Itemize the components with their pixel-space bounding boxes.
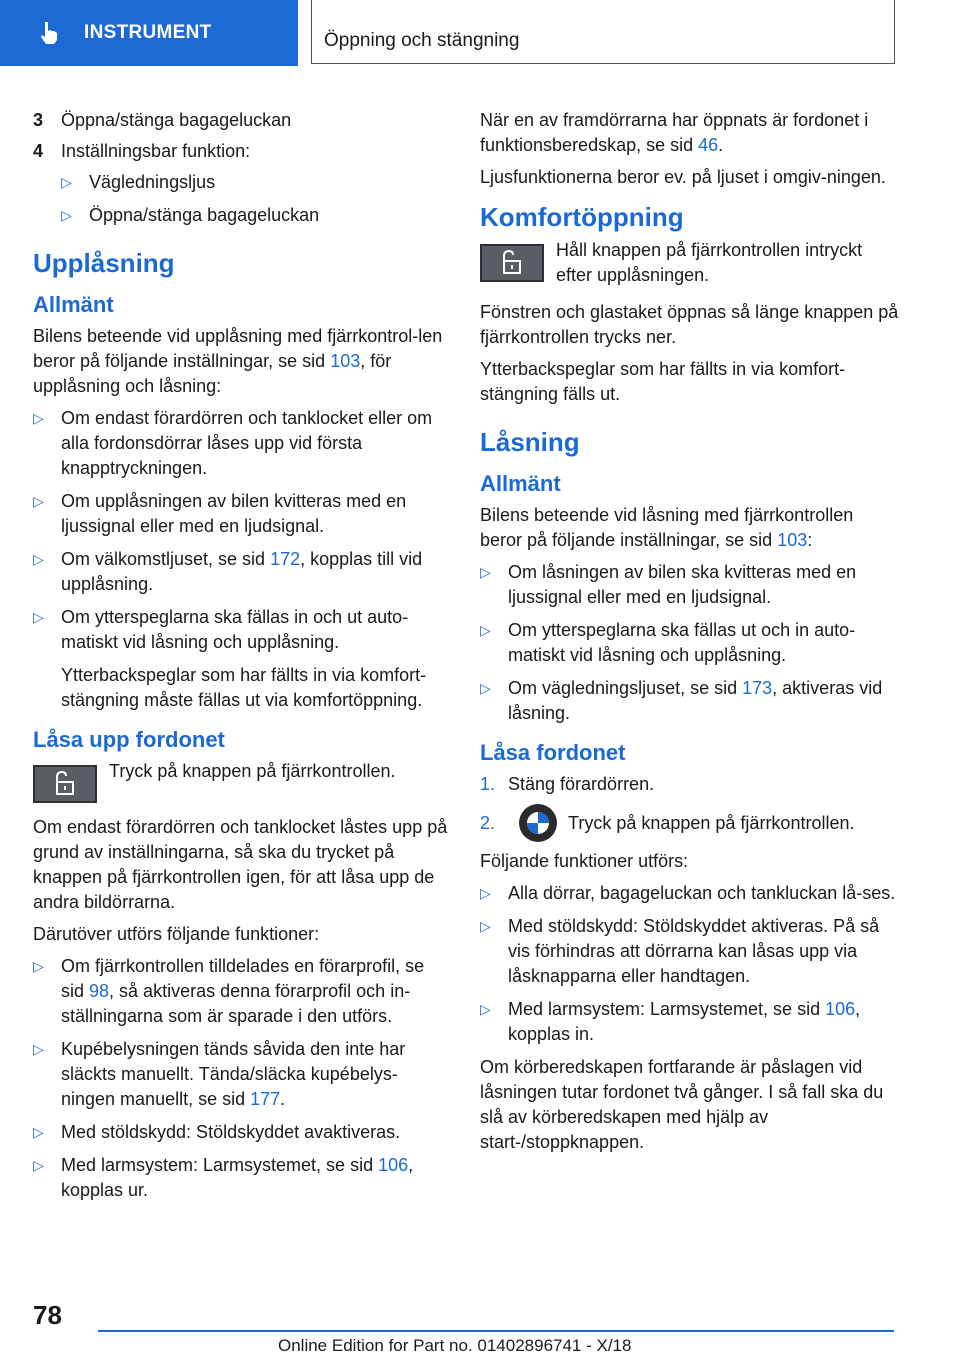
bullet-text: Om välkomstljuset, se sid 172, kopplas till vid upplåsning. (61, 549, 423, 594)
section-title: Öppning och stängning (311, 0, 895, 64)
comfort-paragraph-1: Fönstren och glastaket öppnas så länge knappen på fjärrkontrollen trycks ner. (480, 302, 899, 347)
bullet-text: Om ytterspeglarna ska fällas in och ut auto-matiskt vid låsning och upplåsning. (61, 607, 409, 652)
page-link[interactable]: 172 (270, 549, 301, 569)
bullet-text: Med stöldskydd: Stöldskyddet aktiveras. På så vis förhindras att dörrarna kan låsas upp via låsknapparna eller handtagen. (508, 916, 880, 986)
triangle-bullet-icon: ▷ (480, 680, 491, 696)
bullet-text: Om ytterspeglarna ska fällas ut och in auto-matiskt vid låsning och upplåsning. (508, 620, 856, 665)
triangle-bullet-icon: ▷ (480, 1001, 491, 1017)
triangle-bullet-icon: ▷ (33, 958, 44, 974)
unlock-instruction (33, 759, 449, 803)
readiness-paragraph: När en av framdörrarna har öppnats är fordonet i funktionsberedskap, se sid 46. (480, 110, 869, 155)
bullet-item (480, 914, 900, 989)
list-number: 4 (33, 141, 44, 161)
triangle-bullet-icon: ▷ (33, 609, 44, 625)
final-paragraph: Om körberedskapen fortfarande är påslagen vid låsningen tutar fordonet två gånger. I så fall ska du slå av körberedskapen med hjälp av start-/stoppknappen. (480, 1057, 884, 1152)
heading-general: Allmänt (33, 292, 114, 317)
triangle-bullet-icon: ▷ (33, 493, 44, 509)
bmw-logo-icon (518, 803, 558, 843)
bullet-item (33, 1120, 449, 1145)
page-link[interactable]: 173 (742, 678, 773, 698)
bullet-item (33, 605, 449, 655)
unlock-press-text: Tryck på knappen på fjärrkontrollen. (109, 761, 396, 781)
step-item (480, 772, 900, 797)
triangle-bullet-icon: ▷ (480, 622, 491, 638)
comfort-press-text: Håll knappen på fjärrkontrollen intryckt efter upplåsningen. (556, 240, 863, 285)
step-text: Tryck på knappen på fjärrkontrollen. (568, 812, 855, 833)
page-link[interactable]: 46 (698, 135, 719, 155)
triangle-bullet-icon: ▷ (33, 1157, 44, 1173)
following-paragraph: Följande funktioner utförs: (480, 851, 689, 871)
bullet-text: Alla dörrar, bagageluckan och tankluckan lå-ses. (508, 883, 896, 903)
list-item (33, 108, 449, 133)
page-header (0, 0, 960, 66)
comfort-instruction (480, 238, 900, 288)
page-number: 78 (33, 1300, 62, 1330)
bullet-text: Med larmsystem: Larmsystemet, se sid 106, kopplas in. (508, 999, 861, 1044)
bullet-text: Kupébelysningen tänds såvida den inte har släckts manuellt. Tända/släcka kupébelys-ningen manuellt, se sid 177. (61, 1039, 406, 1109)
triangle-bullet-icon: ▷ (480, 564, 491, 580)
triangle-bullet-icon: ▷ (480, 885, 491, 901)
left-column (33, 108, 449, 1211)
sub-list-item: ▷ Vägledningsljus (61, 170, 449, 195)
page-link[interactable]: 103 (330, 351, 361, 371)
bullet-item (480, 676, 900, 726)
heading-locking: Låsning (480, 427, 580, 457)
page-link[interactable]: 177 (250, 1089, 281, 1109)
list-number: 3 (33, 110, 44, 130)
bullet-text: Med stöldskydd: Stöldskyddet avaktiveras. (61, 1122, 401, 1142)
comfort-paragraph-2: Ytterbackspeglar som har fällts in via komfort-stängning fälls ut. (480, 359, 846, 404)
bullet-item (33, 547, 449, 597)
page-link[interactable]: 106 (825, 999, 856, 1019)
heading-comfort-opening: Komfortöppning (480, 202, 684, 232)
bullet-item (480, 560, 900, 610)
bullet-item (33, 406, 449, 481)
bullet-item (480, 618, 900, 668)
heading-unlock-vehicle: Låsa upp fordonet (33, 727, 225, 752)
bullet-text: Med larmsystem: Larmsystemet, se sid 106, kopplas ur. (61, 1155, 414, 1200)
bullet-item (480, 997, 900, 1047)
step-number: 1. (480, 774, 496, 794)
lock-paragraph: Bilens beteende vid låsning med fjärrkontrollen beror på följande inställningar, se sid 103: (480, 505, 854, 550)
bullet-item (480, 881, 900, 906)
unlock-button-image (33, 765, 97, 803)
triangle-bullet-icon: ▷ (33, 551, 44, 567)
sub-list-item: ▷ Öppna/stänga bagageluckan (61, 203, 449, 228)
triangle-bullet-icon: ▷ (480, 918, 491, 934)
triangle-bullet-icon: ▷ (61, 207, 72, 223)
pointing-hand-icon (36, 20, 62, 46)
unlock-button-image (480, 244, 544, 282)
list-text: Öppna/stänga bagageluckan (61, 110, 292, 130)
page-link[interactable]: 103 (777, 530, 808, 550)
unlock-paragraph-2: Därutöver utförs följande funktioner: (33, 924, 320, 944)
general-paragraph: Bilens beteende vid upplåsning med fjärrkontrol-len beror på följande inställningar, se sid 103, för upplåsning och låsning: (33, 326, 443, 396)
instrument-tab[interactable] (0, 0, 298, 66)
light-paragraph: Ljusfunktionerna beror ev. på ljuset i omgiv-ningen. (480, 167, 886, 187)
list-item (33, 139, 449, 164)
list-text: Inställningsbar funktion: (61, 141, 251, 161)
bullet-item (33, 489, 449, 539)
bullet-item (33, 954, 449, 1029)
triangle-bullet-icon: ▷ (33, 1041, 44, 1057)
triangle-bullet-icon: ▷ (33, 1124, 44, 1140)
page-link[interactable]: 106 (378, 1155, 409, 1175)
page-link[interactable]: 98 (89, 981, 110, 1001)
bullet-text: Om upplåsningen av bilen kvitteras med en ljussignal eller med en ljudsignal. (61, 491, 407, 536)
heading-unlocking: Upplåsning (33, 248, 175, 278)
unlock-paragraph-1: Om endast förardörren och tanklocket låstes upp på grund av inställningarna, så ska du trycket på knappen på fjärrkontrollen igen, för att låsa upp de andra bildörrarna. (33, 817, 448, 912)
bullet-text: Om fjärrkontrollen tilldelades en förarprofil, se sid 98, så aktiveras denna förarprofil och in-ställningarna som är sparade i den utförs. (61, 956, 425, 1026)
step-item (480, 803, 900, 843)
step-text: Stäng förardörren. (508, 774, 655, 794)
triangle-bullet-icon: ▷ (61, 174, 72, 190)
right-column (480, 108, 900, 1162)
heading-general: Allmänt (480, 471, 561, 496)
triangle-bullet-icon: ▷ (33, 410, 44, 426)
bullet-item (33, 1037, 449, 1112)
mirror-note: Ytterbackspeglar som har fällts in via komfort-stängning måste fällas ut via komfortöppning. (61, 665, 427, 710)
bullet-text: Om endast förardörren och tanklocket eller om alla fordonsdörrar låses upp vid första knapptryckningen. (61, 408, 433, 478)
bullet-text: Om vägledningsljuset, se sid 173, aktiveras vid låsning. (508, 678, 883, 723)
edition-text: Online Edition for Part no. 01402896741 - X/18 (278, 1336, 632, 1355)
bullet-item (33, 1153, 449, 1203)
bullet-text: Om låsningen av bilen ska kvitteras med en ljussignal eller med en ljudsignal. (508, 562, 857, 607)
step-number: 2. (480, 812, 496, 833)
footer-divider (98, 1330, 894, 1332)
heading-lock-vehicle: Låsa fordonet (480, 740, 626, 765)
instrument-tab-label: INSTRUMENT (84, 22, 212, 43)
